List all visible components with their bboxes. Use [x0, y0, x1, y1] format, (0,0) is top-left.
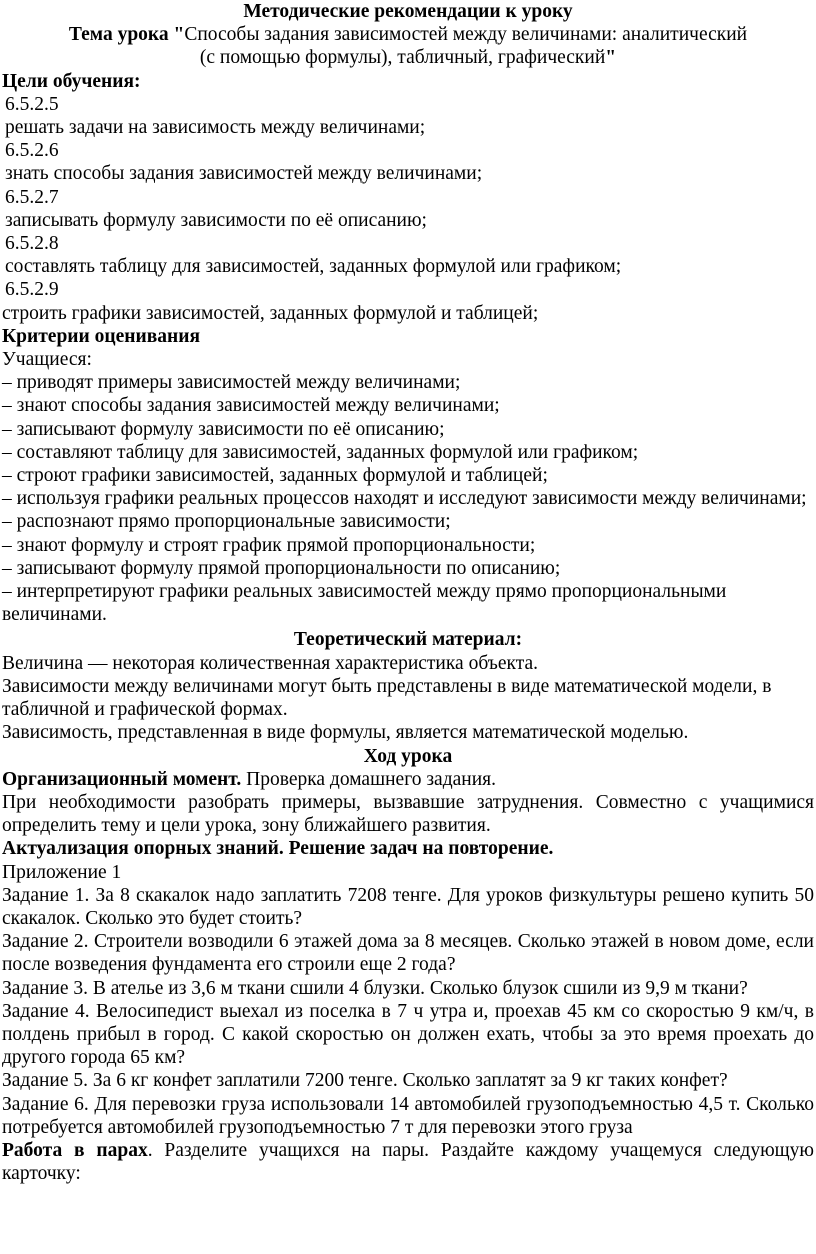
task-item: Задание 5. За 6 кг конфет заплатили 7200 тенге. Сколько заплатят за 9 кг таких конфет?	[2, 1070, 728, 1092]
criteria-list	[2, 371, 814, 626]
goals-heading: Цели обучения:	[2, 70, 141, 92]
goal-code: 6.5.2.6	[5, 140, 59, 162]
lesson-heading: Ход урока	[363, 745, 453, 767]
topic-line-2: (с помощью формулы), табличный, графический	[199, 47, 606, 69]
pair-work-text: . Разделите учащихся на пары. Раздайте каждому учащемуся следующую карточку:	[2, 1139, 814, 1185]
goal-text: записывать формулу зависимости по её описанию;	[5, 209, 427, 231]
theory-heading: Теоретический материал:	[293, 629, 523, 651]
criteria-item: – распознают прямо пропорциональные зависимости;	[2, 511, 451, 533]
criteria-item: – приводят примеры зависимостей между величинами;	[2, 372, 461, 394]
theory-paragraph: Зависимость, представленная в виде формулы, является математической моделью.	[2, 722, 689, 744]
criteria-item: – знают способы задания зависимостей между величинами;	[2, 395, 500, 417]
criteria-item: – записывают формулу зависимости по её описанию;	[2, 418, 445, 440]
criteria-item: – знают формулу и строят график прямой пропорциональности;	[2, 534, 536, 556]
criteria-item: – составляют таблицу для зависимостей, заданных формулой или графиком;	[2, 441, 639, 463]
org-moment	[2, 768, 814, 791]
appendix-label: Приложение 1	[2, 861, 122, 883]
theory-paragraph: Величина — некоторая количественная характеристика объекта.	[2, 652, 539, 674]
goal-text: составлять таблицу для зависимостей, заданных формулой или графиком;	[5, 256, 622, 278]
org-paragraph: При необходимости разобрать примеры, вызвавшие затруднения. Совместно с учащимися определить тему и цели урока, зону ближайшего развития.	[2, 791, 814, 837]
goals-list	[2, 93, 814, 325]
goal-code: 6.5.2.8	[5, 233, 59, 255]
goal-text: решать задачи на зависимость между величинами;	[5, 117, 426, 139]
org-moment-label: Организационный момент.	[2, 768, 242, 790]
criteria-intro: Учащиеся:	[2, 349, 92, 371]
task-item: Задание 1. За 8 скакалок надо заплатить 7208 тенге. Для уроков физкультуры решено купить 50 скакалок. Сколько это будет стоить?	[2, 884, 814, 929]
goal-code: 6.5.2.5	[5, 93, 59, 115]
task-item: Задание 6. Для перевозки груза использовали 14 автомобилей грузоподъемностью 4,5 т. Сколько потребуется автомобилей грузоподъемностью 7 т для перевозки этого груза	[2, 1093, 814, 1138]
goal-code: 6.5.2.7	[5, 186, 59, 208]
document-title: Методические рекомендации к уроку	[243, 1, 573, 22]
tasks-list	[2, 884, 814, 1139]
goal-code: 6.5.2.9	[5, 279, 59, 301]
criteria-heading: Критерии оценивания	[2, 325, 201, 347]
topic-line-1: Способы задания зависимостей между величинами: аналитический	[184, 24, 748, 46]
actualization-heading: Актуализация опорных знаний. Решение задач на повторение.	[2, 838, 554, 860]
topic-prefix: Тема урока "	[68, 24, 185, 46]
topic-suffix: "	[605, 47, 617, 69]
criteria-item: – строют графики зависимостей, заданных формулой и таблицей;	[2, 465, 548, 487]
goal-text: знать способы задания зависимостей между величинами;	[5, 163, 483, 185]
theory-paragraph: Зависимости между величинами могут быть представлены в виде математической модели, в табличной и графической формах.	[2, 675, 772, 721]
pair-work-label: Работа в парах	[2, 1139, 148, 1161]
task-item: Задание 3. В ателье из 3,6 м ткани сшили 4 блузки. Сколько блузок сшили из 9,9 м ткани?	[2, 977, 748, 999]
lesson-topic	[2, 23, 814, 69]
task-item: Задание 4. Велосипедист выехал из поселка в 7 ч утра и, проехав 45 км со скоростью 9 км/ч, в полдень прибыл в город. С какой скоростью он должен ехать, чтобы за это время проехать до другого города 65 км?	[2, 1000, 814, 1069]
criteria-item: – интерпретируют графики реальных зависимостей между прямо пропорциональными величинами.	[2, 581, 727, 626]
pair-work	[2, 1139, 814, 1185]
org-moment-text: Проверка домашнего задания.	[241, 768, 496, 790]
task-item: Задание 2. Строители возводили 6 этажей дома за 8 месяцев. Сколько этажей в новом доме, если после возведения фундамента его строили еще 2 года?	[2, 931, 814, 976]
criteria-item: – используя графики реальных процессов находят и исследуют зависимости между величинами;	[2, 488, 807, 510]
goal-text: строить графики зависимостей, заданных формулой и таблицей;	[2, 302, 539, 324]
criteria-item: – записывают формулу прямой пропорциональности по описанию;	[2, 557, 561, 579]
